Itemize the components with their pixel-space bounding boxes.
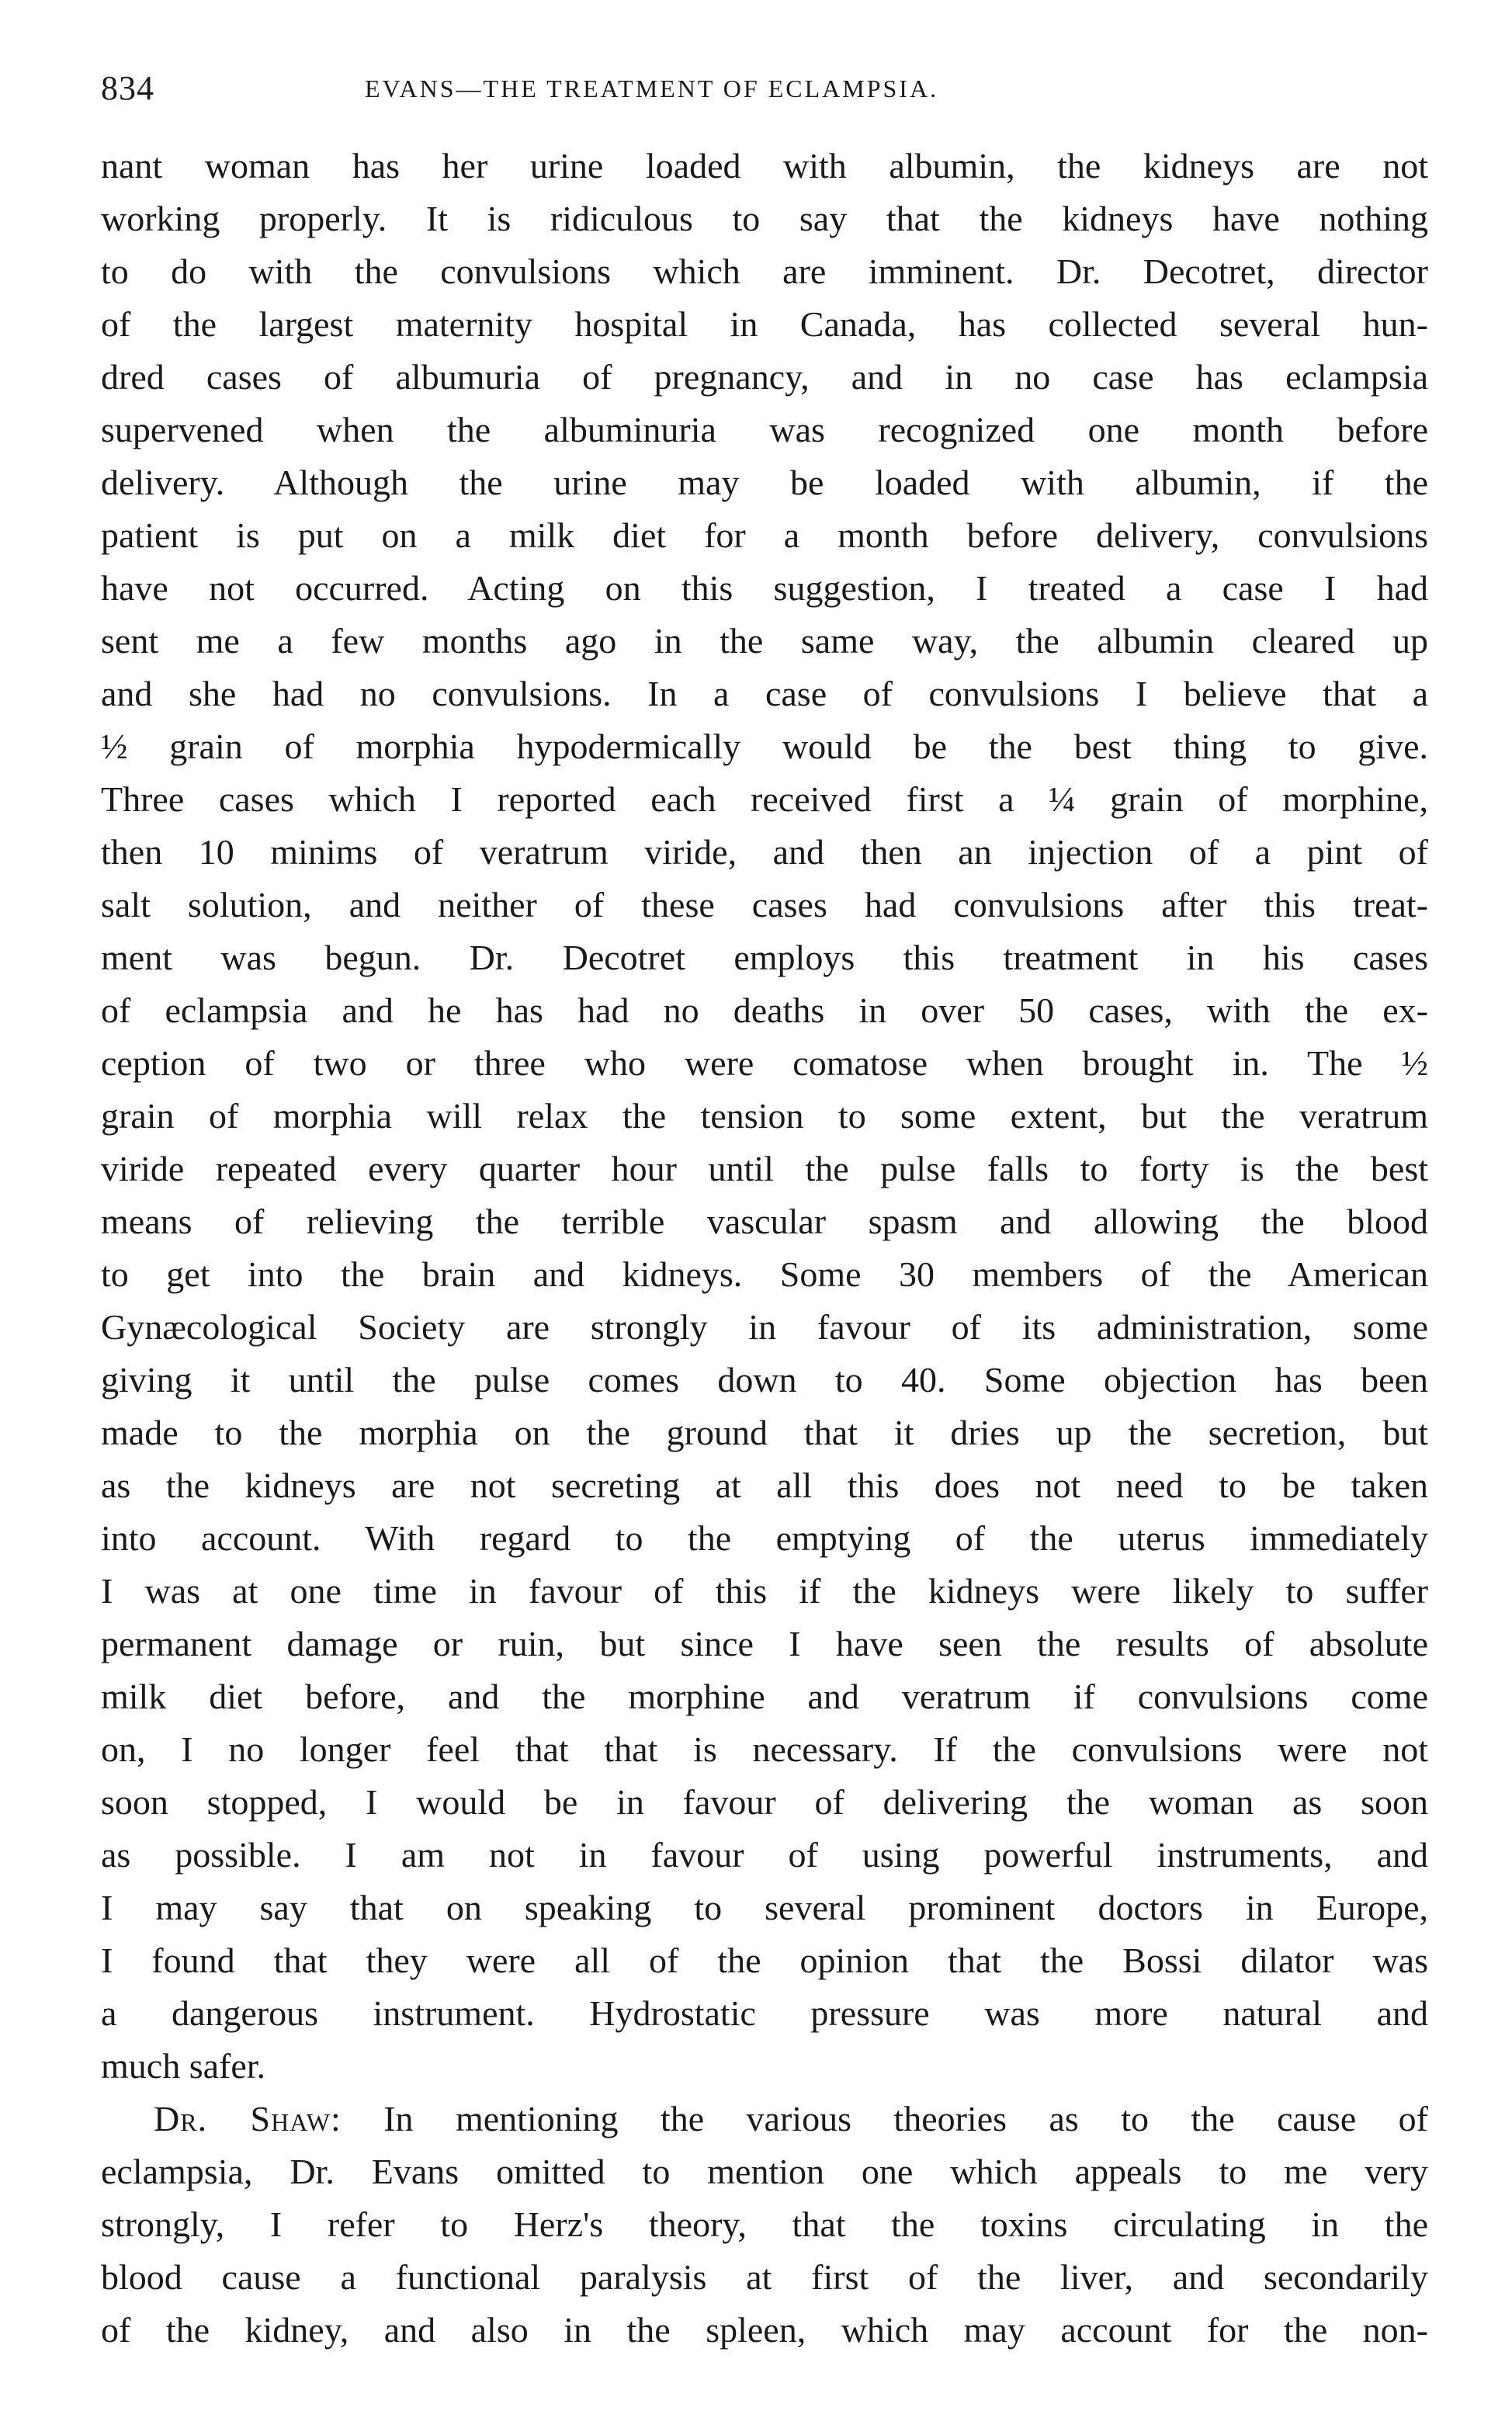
text-line: of the kidney, and also in the spleen, which may account for the non- [101, 2310, 1428, 2350]
text-line [101, 2093, 1428, 2145]
text-line: as possible. I am not in favour of using powerful instruments, and [101, 1835, 1428, 1875]
text-line: ½ grain of morphia hypodermically would be the best thing to give. [101, 727, 1428, 766]
text-line: supervened when the albuminuria was recognized one month before [101, 410, 1428, 449]
speaker-name: Dr. Shaw: [154, 2099, 342, 2138]
text-line: milk diet before, and the morphine and veratrum if convulsions come [101, 1677, 1428, 1716]
text-line: to do with the convulsions which are imminent. Dr. Decotret, director [101, 251, 1428, 291]
text-line: a dangerous instrument. Hydrostatic pressure was more natural and [101, 1993, 1428, 2033]
paragraph-dr-shaw [101, 2093, 1428, 2357]
text-line: I may say that on speaking to several prominent doctors in Europe, [101, 1888, 1428, 1927]
text-line: as the kidneys are not secreting at all this does not need to be taken [101, 1465, 1428, 1505]
text-line: nant woman has her urine loaded with albumin, the kidneys are not [101, 146, 1428, 186]
text-line: have not occurred. Acting on this suggestion, I treated a case I had [101, 568, 1428, 608]
text-line: blood cause a functional paralysis at first of the liver, and secondarily [101, 2257, 1428, 2297]
text-line: and she had no convulsions. In a case of convulsions I believe that a [101, 674, 1428, 713]
text-line: means of relieving the terrible vascular spasm and allowing the blood [101, 1202, 1428, 1241]
page-number: 834 [101, 69, 154, 107]
paragraph-evans-continued [101, 140, 1428, 2093]
text-line: Three cases which I reported each received first a ¼ grain of morphine, [101, 779, 1428, 819]
body-text [101, 140, 1428, 2357]
text-line: into account. With regard to the emptying of the uterus immediately [101, 1518, 1428, 1558]
text-line: on, I no longer feel that that is necessary. If the convulsions were not [101, 1729, 1428, 1769]
text-line: I was at one time in favour of this if the kidneys were likely to suffer [101, 1571, 1428, 1611]
text-line: made to the morphia on the ground that it dries up the secretion, but [101, 1413, 1428, 1452]
text-line: strongly, I refer to Herz's theory, that the toxins circulating in the [101, 2204, 1428, 2244]
text-line: salt solution, and neither of these cases had convulsions after this treat- [101, 885, 1428, 924]
text-line: ment was begun. Dr. Decotret employs this treatment in his cases [101, 938, 1428, 977]
page-header [101, 68, 1436, 115]
text-line: of the largest maternity hospital in Canada, has collected several hun- [101, 304, 1428, 344]
text-line: I found that they were all of the opinion that the Bossi dilator was [101, 1941, 1428, 1980]
text-line: of eclampsia and he has had no deaths in over 50 cases, with the ex- [101, 990, 1428, 1030]
text-line: giving it until the pulse comes down to 40. Some objection has been [101, 1360, 1428, 1400]
text-line: Gynæcological Society are strongly in favour of its administration, some [101, 1307, 1428, 1347]
text-line: permanent damage or ruin, but since I have seen the results of absolute [101, 1624, 1428, 1663]
text-line: patient is put on a milk diet for a month before delivery, convulsions [101, 515, 1428, 555]
text-line: eclampsia, Dr. Evans omitted to mention one which appeals to me very [101, 2152, 1428, 2191]
speaker-text: In mentioning the various theories as to the cause of [383, 2099, 1429, 2138]
text-line: then 10 minims of veratrum viride, and then an injection of a pint of [101, 832, 1428, 872]
text-line: grain of morphia will relax the tension to some extent, but the veratrum [101, 1096, 1428, 1136]
text-line: dred cases of albumuria of pregnancy, and in no case has eclampsia [101, 357, 1428, 397]
text-line: to get into the brain and kidneys. Some 30 members of the American [101, 1254, 1428, 1294]
running-title: EVANS—THE TREATMENT OF ECLAMPSIA. [365, 75, 939, 102]
text-line: ception of two or three who were comatose when brought in. The ½ [101, 1043, 1428, 1083]
text-line: sent me a few months ago in the same way, the albumin cleared up [101, 621, 1428, 661]
text-line: working properly. It is ridiculous to say that the kidneys have nothing [101, 199, 1428, 238]
text-line: delivery. Although the urine may be loaded with albumin, if the [101, 463, 1428, 502]
text-line: soon stopped, I would be in favour of delivering the woman as soon [101, 1782, 1428, 1822]
text-line: viride repeated every quarter hour until the pulse falls to forty is the best [101, 1149, 1428, 1188]
text-line: much safer. [101, 2046, 266, 2086]
